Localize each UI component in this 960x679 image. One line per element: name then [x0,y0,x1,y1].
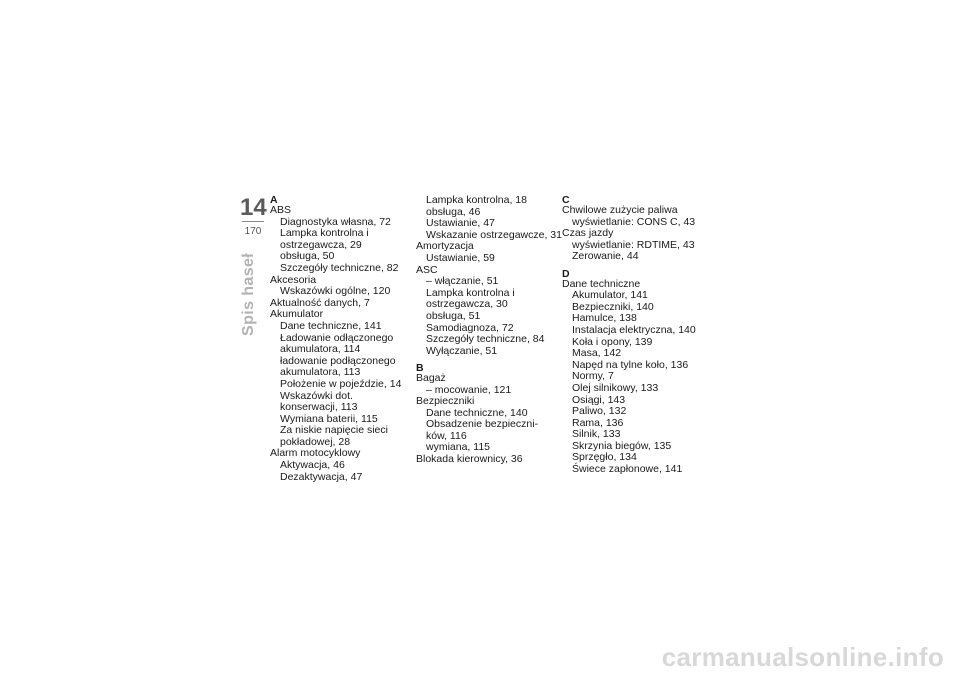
index-subentry: Hamulce, 138 [572,312,637,325]
index-entry: Aktualność danych, 7 [270,296,370,309]
index-subentry: Szczegóły techniczne, 82 [280,261,399,274]
index-entry-continuation: akumulatora, 114 [280,343,361,356]
index-entry: ABS [270,204,292,216]
index-subentry: ładowanie podłączonego [280,354,396,367]
index-subentry: Położenie w pojeździe, 14 [280,377,402,390]
index-subentry: – mocowanie, 121 [426,383,512,396]
index-subentry: Napęd na tylne koło, 136 [572,358,689,371]
index-subentry: Lampka kontrolna i [280,227,369,240]
index-subentry: Lampka kontrolna i [426,286,515,299]
index-entry: Bezpieczniki [416,395,475,408]
index-subentry: Koła i opony, 139 [572,335,653,348]
index-subentry: Skrzynia biegów, 135 [572,439,672,452]
index-subentry: Ustawianie, 59 [426,251,495,264]
index-entry: Dane techniczne [562,277,641,290]
index-entry-continuation: ostrzegawcza, 30 [426,298,508,311]
index-entry: ASC [416,263,438,276]
chapter-number: 14 [240,194,267,221]
index-subentry: Ustawianie, 47 [426,217,495,230]
index-subentry: Wskazówki ogólne, 120 [280,285,391,298]
index-entry: Czas jazdy [562,227,614,240]
index-subentry: Wyłączanie, 51 [426,344,498,357]
index-entry-continuation: konserwacji, 113 [280,401,358,414]
index-subentry: Akumulator, 141 [572,289,648,302]
index-entry: Bagaż [416,371,446,384]
index-entry: Alarm motocyklowy [270,447,361,460]
index-letter-heading: C [562,194,570,206]
index-letter-heading: B [416,361,424,374]
index-entry-continuation: ostrzegawcza, 29 [280,238,362,251]
index-subentry: Diagnostyka własna, 72 [280,215,391,228]
index-subentry: – włączanie, 51 [426,275,499,288]
index-subentry: Wskazanie ostrzegawcze, 31 [426,228,562,241]
index-subentry: obsługa, 50 [280,250,335,263]
index-subentry: Świece zapłonowe, 141 [572,463,683,476]
index-subentry: Dane techniczne, 140 [426,406,528,419]
index-letter-heading: D [562,267,570,280]
index-subentry: Osiągi, 143 [572,393,626,406]
index-entry: Akcesoria [270,273,317,286]
index-column-1 [270,195,410,483]
index-subentry: Dezaktywacja, 47 [280,470,363,483]
index-subentry: Zerowanie, 44 [572,250,639,263]
index-subentry: wyświetlanie: RDTIME, 43 [572,238,695,251]
index-subentry: Instalacja elektryczna, 140 [572,323,696,336]
index-subentry: Szczegóły techniczne, 84 [426,333,545,346]
index-subentry: Rama, 136 [572,416,624,429]
index-entry: Blokada kierownicy, 36 [416,453,523,466]
index-subentry: Wskazówki dot. [280,389,353,402]
index-subentry: Obsadzenie bezpieczni- [426,418,539,431]
index-subentry: Wymiana baterii, 115 [280,412,378,425]
index-subentry: Ładowanie odłączonego [280,331,394,344]
index-subentry: Lampka kontrolna, 18 [426,194,527,206]
index-subentry: Olej silnikowy, 133 [572,381,659,394]
index-subentry: obsługa, 46 [426,205,481,218]
index-entry-continuation: akumulatora, 113 [280,366,361,379]
index-entry-continuation: ków, 116 [426,429,467,442]
index-subentry: Dane techniczne, 141 [280,319,382,332]
index-subentry: Paliwo, 132 [572,405,627,418]
index-subentry: Samodiagnoza, 72 [426,321,514,334]
index-entry: Amortyzacja [416,240,474,253]
watermark: carmanualsonline.info [661,642,944,672]
index-entry-continuation: pokładowej, 28 [280,435,351,448]
index-subentry: obsługa, 51 [426,309,481,322]
index-column-2 [416,194,562,466]
index-subentry: Za niskie napięcie sieci [280,424,388,437]
index-subentry: wyświetlanie: CONS C, 43 [572,215,696,228]
index-entry: Chwilowe zużycie paliwa [562,204,678,216]
page-number: 170 [244,226,262,237]
index-subentry: wymiana, 115 [426,441,491,454]
index-letter-heading: A [270,194,278,206]
index-subentry: Aktywacja, 46 [280,459,345,472]
index-subentry: Bezpieczniki, 140 [572,300,654,313]
index-subentry: Masa, 142 [572,347,622,360]
index-column-3 [562,195,702,476]
index-entry: Akumulator [270,308,324,321]
chapter-title: Spis haseł [240,252,257,336]
index-subentry: Normy, 7 [572,370,614,383]
index-subentry: Silnik, 133 [572,428,621,441]
index-subentry: Sprzęgło, 134 [572,451,637,464]
